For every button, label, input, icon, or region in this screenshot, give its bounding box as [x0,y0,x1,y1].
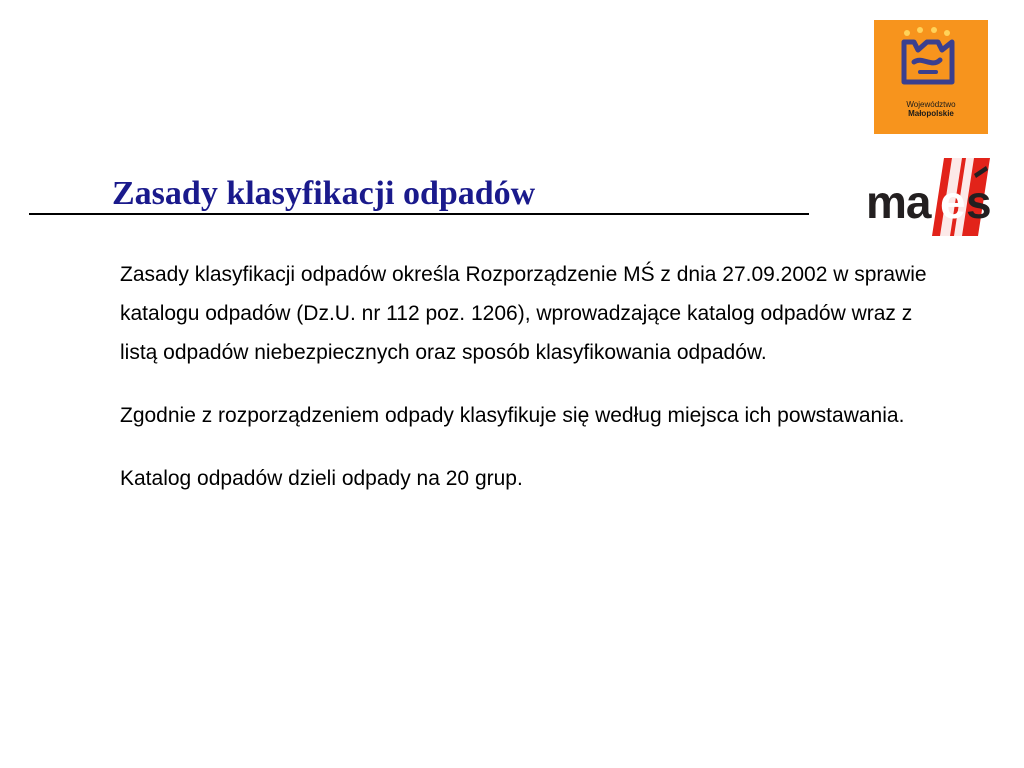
svg-text:ma: ma [866,176,931,228]
title-underline [29,213,809,215]
wojewodztwo-label [874,100,988,118]
slide-title: Zasady klasyfikacji odpadów [112,175,536,212]
paragraph-catalog-groups: Katalog odpadów dzieli odpady na 20 grup. [120,467,523,490]
svg-text:e: e [940,176,965,228]
slide-body [120,255,950,522]
svg-text:s: s [966,176,991,228]
paragraph-regulation: Zasady klasyfikacji odpadów określa Rozporządzenie MŚ z dnia 27.09.2002 w sprawie katalogu odpadów (Dz.U. nr 112 poz. 1206), wprowadzające katalog odpadów wraz z listą odpadów niebezpiecznych oraz sposób klasyfikowania odpadów. [120,263,927,364]
wojewodztwo-label-line2: Małopolskie [908,109,954,118]
wojewodztwo-malopolskie-logo [874,20,988,134]
maes-logo [862,156,1000,238]
wojewodztwo-label-line1: Województwo [906,100,956,109]
paragraph-classification-rule: Zgodnie z rozporządzeniem odpady klasyfikuje się według miejsca ich powstawania. [120,404,905,427]
wojewodztwo-emblem-icon [874,20,988,100]
